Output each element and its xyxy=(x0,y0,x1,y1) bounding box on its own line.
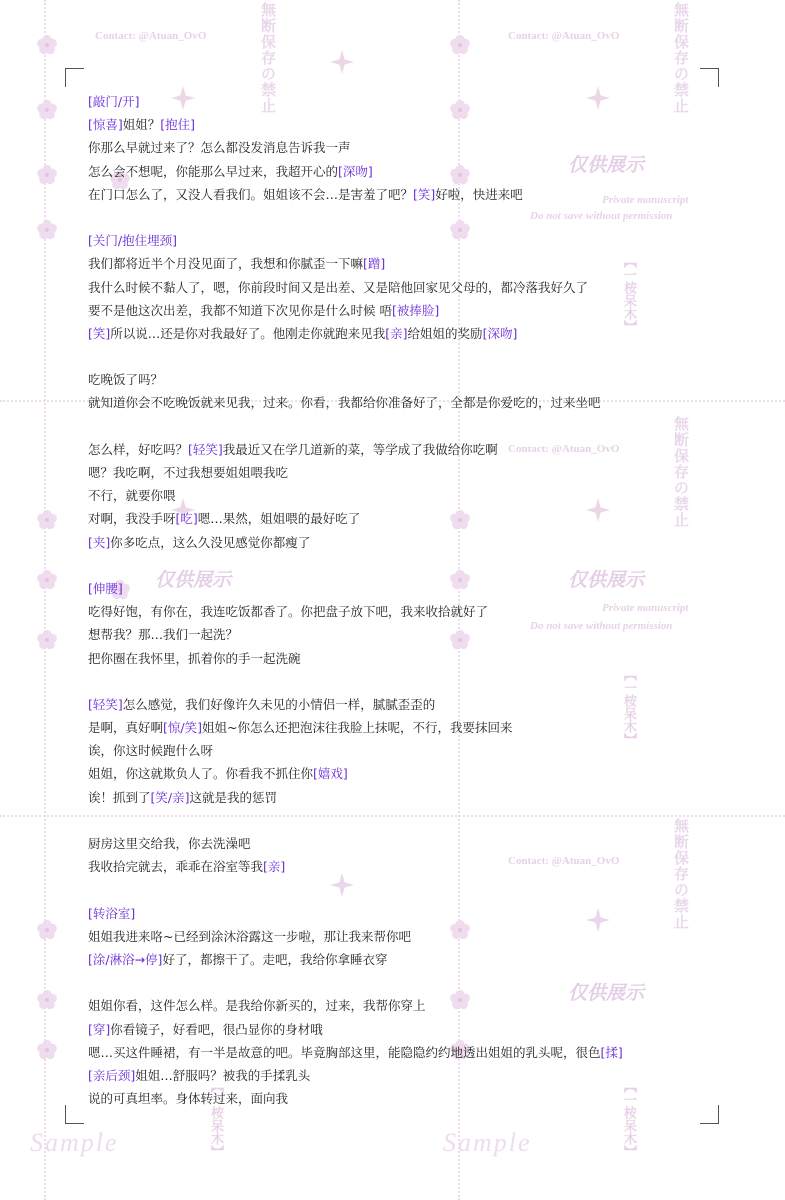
dialogue-text: 你多吃点，这么久没见感觉你都瘦了 xyxy=(110,534,311,550)
contact-watermark: Contact: @Atuan_OvO xyxy=(508,855,620,867)
script-body xyxy=(88,90,668,1110)
crop-mark xyxy=(65,68,84,87)
display-only-watermark: 仅供展示 xyxy=(568,983,645,1004)
script-line xyxy=(88,1018,668,1041)
flower-icon xyxy=(36,219,58,241)
flower-icon xyxy=(449,34,471,56)
blank-line xyxy=(88,971,668,994)
script-line xyxy=(88,1064,668,1087)
flower-icon xyxy=(36,1039,58,1061)
script-line xyxy=(88,577,668,600)
dialogue-text: 嗯…果然，姐姐喂的最好吃了 xyxy=(197,511,361,527)
blank-line xyxy=(88,415,668,438)
script-line xyxy=(88,600,668,623)
script-line xyxy=(88,1041,668,1064)
dialogue-text: 好啦，快进来吧 xyxy=(435,186,523,202)
no-save-watermark: 無断保存の禁止 xyxy=(672,416,688,528)
crop-mark xyxy=(700,1105,719,1124)
script-line xyxy=(88,438,668,461)
script-line xyxy=(88,1087,668,1110)
blank-line xyxy=(88,878,668,901)
action-cue: [敲门/开] xyxy=(88,94,140,109)
dialogue-text: 怎么会不想呢，你能那么早过来，我超开心的 xyxy=(88,163,339,179)
script-line xyxy=(88,623,668,646)
action-cue: [亲] xyxy=(385,325,408,341)
display-only-watermark: 仅供展示 xyxy=(568,570,645,591)
sample-watermark: Sample xyxy=(30,1128,119,1157)
dialogue-text: 姐姐…舒服吗？被我的手揉乳头 xyxy=(135,1067,311,1083)
crop-mark xyxy=(65,1105,84,1124)
sparkle-icon xyxy=(330,50,354,74)
script-line xyxy=(88,322,668,345)
action-cue: [惊喜] xyxy=(88,117,123,133)
dialogue-text: 嗯？我吃啊，不过我想要姐姐喂我吃 xyxy=(88,465,289,480)
action-cue: [笑/亲] xyxy=(150,789,190,805)
dialogue-text: 嗯…买这件睡裙，有一半是故意的吧。毕竟胸部这里，能隐隐约约地透出姐姐的乳头呢，很色 xyxy=(88,1044,601,1060)
dialogue-text: 姐姐，你这就欺负人了。你看我不抓住你 xyxy=(88,766,314,782)
flower-icon xyxy=(36,989,58,1011)
action-cue: [深吻] xyxy=(338,163,373,179)
script-line xyxy=(88,762,668,785)
script-line xyxy=(88,461,668,484)
contact-watermark: Contact: @Atuan_OvO xyxy=(508,443,620,455)
dialogue-text: 所以说…还是你对我最好了。他刚走你就跑来见我 xyxy=(110,325,386,341)
dialogue-text: 吃得好饱，有你在，我连吃饭都香了。你把盘子放下吧，我来收拾就好了 xyxy=(88,604,489,620)
script-line xyxy=(88,368,668,391)
no-save-watermark: 無断保存の禁止 xyxy=(672,2,688,114)
signature-watermark: 【一桉呆木】 xyxy=(209,1080,224,1158)
action-cue: [嬉戏] xyxy=(313,766,348,782)
dialogue-text: 姐姐？ xyxy=(122,117,161,133)
action-cue: [笑] xyxy=(413,186,436,202)
script-line xyxy=(88,855,668,878)
flower-icon xyxy=(36,569,58,591)
blank-line xyxy=(88,809,668,832)
action-cue: [吃] xyxy=(175,511,198,527)
signature-watermark: 【一桉呆木】 xyxy=(622,1080,637,1158)
dialogue-text: 姐姐我进来咯~已经到涂沐浴露这一步啦，那让我来帮你吧 xyxy=(88,928,411,944)
action-cue: [夹] xyxy=(88,534,111,550)
flower-icon xyxy=(36,164,58,186)
no-save-en-watermark: Do not save without permission xyxy=(530,620,673,632)
blank-line xyxy=(88,345,668,368)
dialogue-text: 我们都将近半个月没见面了，我想和你腻歪一下嘛 xyxy=(88,256,364,272)
script-line xyxy=(88,252,668,275)
action-cue: [亲后颈] xyxy=(88,1067,136,1083)
script-line xyxy=(88,299,668,322)
script-line xyxy=(88,902,668,925)
dialogue-text: 是啊，真好啊 xyxy=(88,720,164,736)
action-cue: [被捧脸] xyxy=(391,302,440,318)
blank-line xyxy=(88,670,668,693)
dialogue-text: 对啊，我没手呀 xyxy=(88,511,176,527)
private-watermark: Private manuscript xyxy=(602,194,689,206)
dialogue-text: 这就是我的惩罚 xyxy=(189,789,277,805)
dialogue-text: 厨房这里交给我，你去洗澡吧 xyxy=(88,836,251,851)
dialogue-text: 说的可真坦率。身体转过来，面向我 xyxy=(88,1091,289,1107)
display-only-watermark: 仅供展示 xyxy=(568,155,645,176)
script-line xyxy=(88,716,668,739)
action-cue: [惊/笑] xyxy=(163,720,202,736)
dialogue-text: 就知道你会不吃晚饭就来见我，过来。你看，我都给你准备好了，全都是你爱吃的，过来坐吧 xyxy=(88,395,601,411)
action-cue: [轻笑] xyxy=(88,696,123,712)
script-line xyxy=(88,276,668,299)
no-save-watermark: 無断保存の禁止 xyxy=(259,2,275,114)
dialogue-text: 给姐姐的奖励 xyxy=(407,325,483,341)
flower-icon xyxy=(36,919,58,941)
action-cue: [深吻] xyxy=(482,325,518,341)
action-cue: [抱住] xyxy=(160,117,196,133)
contact-watermark: Contact: @Atuan_OvO xyxy=(508,30,620,42)
display-only-watermark: 仅供展示 xyxy=(155,570,232,591)
action-cue: [亲] xyxy=(263,859,286,875)
crop-mark xyxy=(700,68,719,87)
action-cue: [伸腰] xyxy=(88,580,123,596)
dialogue-text: 想帮我？那…我们一起洗？ xyxy=(88,627,239,643)
dialogue-text: 怎么样，好吃吗？ xyxy=(88,441,189,457)
action-cue: [笑] xyxy=(88,325,111,341)
dialogue-text: 好了，都擦干了。走吧，我给你拿睡衣穿 xyxy=(162,951,388,967)
script-line xyxy=(88,113,668,136)
signature-watermark: 【一桉呆木】 xyxy=(622,668,637,746)
script-line xyxy=(88,136,668,159)
action-cue: [关门/抱住埋颈] xyxy=(88,233,177,249)
no-save-watermark: 無断保存の禁止 xyxy=(672,818,688,930)
flower-icon xyxy=(36,629,58,651)
script-line xyxy=(88,531,668,554)
action-cue: [轻笑] xyxy=(188,441,223,457)
script-line xyxy=(88,786,668,809)
dialogue-text: 姐姐你看，这件怎么样。是我给你新买的，过来，我帮你穿上 xyxy=(88,998,426,1014)
dialogue-text: 姐姐~你怎么还把泡沫往我脸上抹呢，不行，我要抹回来 xyxy=(201,720,513,736)
flower-icon xyxy=(36,509,58,531)
script-line xyxy=(88,391,668,414)
action-cue: [揉] xyxy=(600,1044,623,1060)
dialogue-text: 在门口怎么了，又没人看我们。姐姐该不会…是害羞了吧？ xyxy=(88,186,414,202)
dialogue-text: 把你圈在我怀里，抓着你的手一起洗碗 xyxy=(88,650,301,666)
script-line xyxy=(88,739,668,762)
flower-icon xyxy=(36,99,58,121)
flower-icon xyxy=(36,34,58,56)
script-line xyxy=(88,90,668,113)
dialogue-text: 我什么时候不黏人了，嗯，你前段时间又是出差、又是陪他回家见父母的，都冷落我好久了 xyxy=(88,279,589,295)
dialogue-text: 不行，就要你喂 xyxy=(88,488,176,504)
action-cue: [涂/淋浴→停] xyxy=(88,951,163,967)
dialogue-text: 我收拾完就去，乖乖在浴室等我 xyxy=(88,859,264,875)
script-line xyxy=(88,693,668,716)
script-line xyxy=(88,484,668,507)
action-cue: [蹭] xyxy=(363,256,386,272)
script-line xyxy=(88,994,668,1017)
script-line xyxy=(88,647,668,670)
script-line xyxy=(88,948,668,971)
blank-line xyxy=(88,206,668,229)
script-line xyxy=(88,832,668,855)
no-save-en-watermark: Do not save without permission xyxy=(530,210,673,222)
script-line xyxy=(88,183,668,206)
blank-line xyxy=(88,554,668,577)
dialogue-text: 你那么早就过来了？怎么都没发消息告诉我一声 xyxy=(88,140,351,156)
dialogue-text: 吃晚饭了吗？ xyxy=(88,372,164,388)
private-watermark: Private manuscript xyxy=(602,602,689,614)
dialogue-text: 要不是他这次出差，我都不知道下次见你是什么时候 唔 xyxy=(88,302,392,318)
dialogue-text: 你看镜子，好看吧，很凸显你的身材哦 xyxy=(110,1021,323,1037)
signature-watermark: 【一桉呆木】 xyxy=(622,255,637,333)
action-cue: [转浴室] xyxy=(88,905,136,921)
script-line xyxy=(88,925,668,948)
sample-watermark: Sample xyxy=(443,1128,532,1157)
script-line xyxy=(88,160,668,183)
dialogue-text: 我最近又在学几道新的菜，等学成了我做给你吃啊 xyxy=(222,441,498,457)
dialogue-text: 诶！抓到了 xyxy=(88,789,151,805)
action-cue: [穿] xyxy=(88,1021,111,1037)
dialogue-text: 怎么感觉，我们好像许久未见的小情侣一样，腻腻歪歪的 xyxy=(122,696,436,712)
contact-watermark: Contact: @Atuan_OvO xyxy=(95,30,207,42)
dialogue-text: 诶，你这时候跑什么呀 xyxy=(88,743,214,759)
script-line xyxy=(88,229,668,252)
script-line xyxy=(88,507,668,530)
